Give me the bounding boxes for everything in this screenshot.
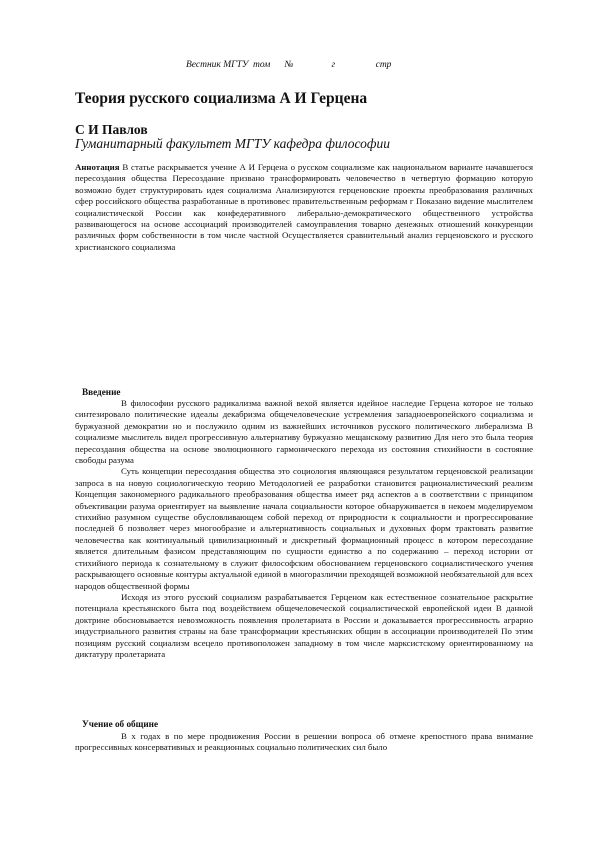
paragraph: В х годах в по мере продвижения России в решении вопроса об отмене крепостного права внимание прогрессивных консервативных и реакционных социально политических сил было (75, 731, 533, 753)
paragraph: Исходя из этого русский социализм разрабатывается Герценом как естественное сознательное раскрытие потенциала крестьянского быта под воздействием общечеловеческой социалистической европейской идеи В данной доктрине обосновывается невозможность появления пролетариата в России и доказывается прогрессивность аграрно индустриального развития страны на базе трансформации крестьянских общин в ассоциации производителей По этим позициям русский социализм всецело противоположен западному в том числе марксистскому ориентированному на диктатуру пролетариата (75, 591, 533, 659)
article-affiliation: Гуманитарный факультет МГТУ кафедра философии (75, 136, 390, 151)
paragraph: В философии русского радикализма важной вехой является идейное наследие Герцена которое не только синтезировало политические идеалы декабризма общечеловеческие устремления западноевропейского социализма и буржуазной демократии но и послужило одним из важнейших источников русского политического либерализма В социализме мыслитель видел прогрессивную альтернативу буржуазно мещанскому развитию Для него это была теория пересоздания общества на основе эволюционного гармонического перехода из состояния стихийности в состояние свободы разума (75, 398, 533, 466)
introduction-body (75, 398, 533, 660)
journal-header: Вестник МГТУ том № г стр (186, 60, 392, 70)
section-title-introduction: Введение (82, 387, 121, 397)
paragraph: Суть концепции пересоздания общества это социология являющаяся результатом герценовской реализации запроса в на новую социологическую теорию Методологией ее разработки становится рационалистический реализм Концепция закономерного радикального преобразования общества имеет ряд аспектов а в соответствии с принципом объективации разума ориентирует на выявление начала социальности которое обнаруживается в некоем моделируемом стихийно разумном существе обусловливающем собой переход от природности к социальности и прогрессирование последней б позволяет через многообразие и альтернативность социальных и духовных форм трактовать развитие человечества как континуальный цивилизационный и дискретный формационный процесс в котором пересоздание является длительным фазисом представляющим по сущности единство а по содержанию – переход истории от стихийного периода к сознательному в служит философским обоснованием герценовского социалистического учения раскрывающего основные контуры актуальной единой в многоразличии преходящей возможной необязательной для всех народов общественной формы (75, 466, 533, 591)
abstract-text: В статье раскрывается учение А И Герцена о русском социализме как национальном варианте начавшегося пересоздания общества Пересоздание призвано трансформировать человечество в четвертую формацию которую возможно будет структурировать идея социализма Анализируются герценовские проекты преобразования различных сфер российского общества разработанные в противовес правительственным реформам г Показано видение мыслителем социалистической России как конфедеративного либерально-демократического общественного устройства развивающегося на основе ассоциаций производителей самоуправления товарно денежных отношений конкуренции различных форм собственности в том числе частной Осуществляется сравнительный анализ герценовского и русского христианского социализма (75, 162, 533, 252)
article-title: Теория русского социализма А И Герцена (75, 90, 368, 107)
abstract-block (75, 162, 533, 253)
article-author: С И Павлов (75, 122, 148, 137)
abstract-label: Аннотация (75, 162, 120, 172)
commune-body (75, 731, 533, 754)
section-title-commune: Учение об общине (82, 719, 159, 729)
